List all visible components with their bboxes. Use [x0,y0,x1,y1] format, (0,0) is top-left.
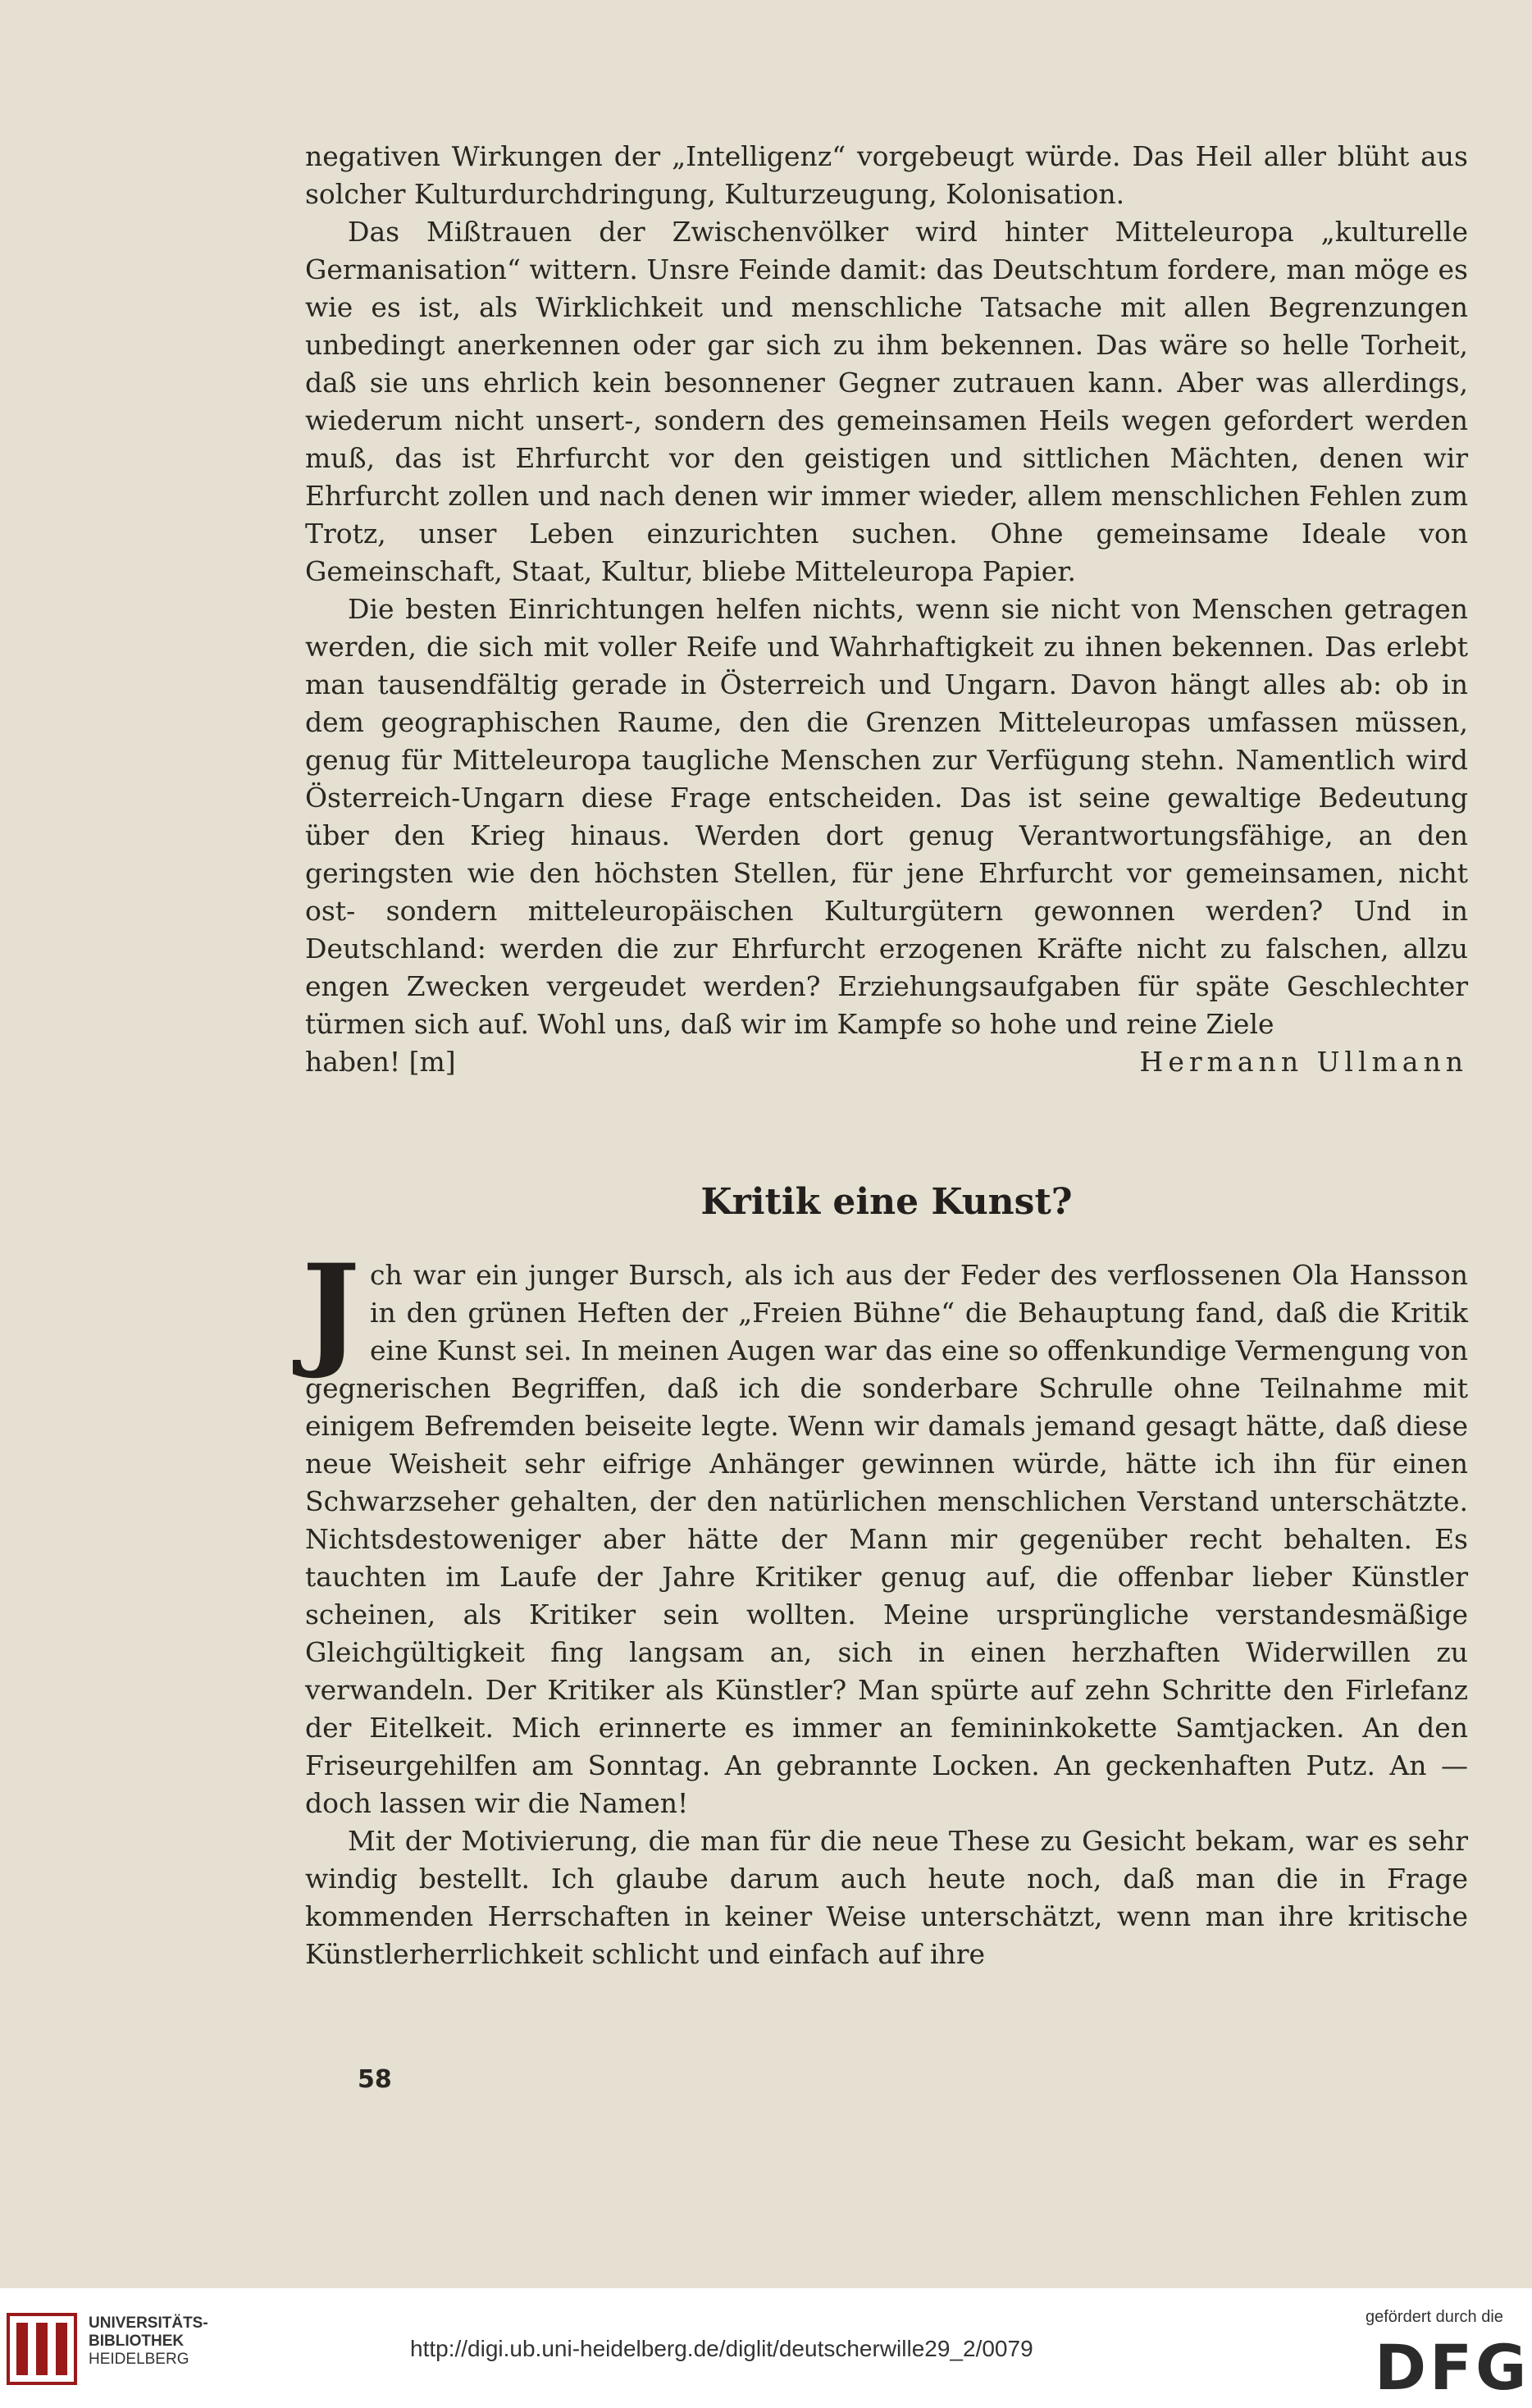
source-url-link[interactable]: http://digi.ub.uni-heidelberg.de/diglit/deutscherwille29_2/0079 [410,2336,1033,2361]
closing-line: haben! [m] [305,1046,456,1078]
author-signature: Hermann Ullmann [1139,1046,1468,1078]
article-heading: Kritik eine Kunst? [700,1181,1073,1223]
dfg-logo: DFG [1375,2331,1530,2404]
funding-note: gefördert durch die [1366,2308,1503,2326]
body-text-top [305,138,1468,1081]
paragraph: negativen Wirkungen der „Intelligenz“ vorgebeugt würde. Das Heil aller blüht aus solcher Kulturdurchdringung, Kulturzeugung, Kolonisation. [305,140,1468,210]
drop-cap: J [302,1238,360,1382]
footer-bar [0,2288,1532,2408]
library-name: UNIVERSITÄTS- BIBLIOTHEK HEIDELBERG [89,2315,208,2368]
paragraph: Die besten Einrichtungen helfen nichts, wenn sie nicht von Menschen getragen werden, die sich mit voller Reife und Wahrhaftigkeit zu ihnen bekennen. Das erlebt man tausendfältig gerade in Österreich und Ungarn. Davon hängt alles ab: ob in dem geographischen Raume, den die Grenzen Mitteleuropas umfassen müssen, genug für Mitteleuropa taugliche Menschen zur Verfügung stehn. Namentlich wird Österreich-Ungarn diese Frage entscheiden. Das ist seine gewaltige Bedeutung über den Krieg hinaus. Werden dort genug Verantwortungsfähige, an den geringsten wie den höchsten Stellen, für jene Ehrfurcht vor gemeinsamen, nicht ost- sondern mitteleuropäischen Kulturgütern gewonnen werden? Und in Deutschland: werden die zur Ehrfurcht erzogenen Kräfte nicht zu falschen, allzu engen Zwecken vergeudet werden? Erziehungsaufgaben für späte Geschlechter türmen sich auf. Wohl uns, daß wir im Kampfe so hohe und reine Ziele [305,593,1468,1040]
paragraph: ch war ein junger Bursch, als ich aus der Feder des verflossenen Ola Hansson in den grünen Heften der „Freien Bühne“ die Behauptung fand, daß die Kritik eine Kunst sei. In meinen Augen war das eine so offenkundige Vermengung von gegnerischen Begriffen, daß ich die sonderbare Schrulle ohne Teilnahme mit einigem Befremden beiseite legte. Wenn wir damals jemand gesagt hätte, daß diese neue Weisheit sehr eifrige Anhänger gewinnen würde, hätte ich ihn für einen Schwarzseher gehalten, der den natürlichen menschlichen Verstand unterschätzte. Nichtsdestoweniger aber hätte der Mann mir gegenüber recht behalten. Es tauchten im Laufe der Jahre Kritiker genug auf, die offenbar lieber Künstler scheinen, als Kritiker sein wollten. Meine ursprüngliche verstandesmäßige Gleichgültigkeit fing langsam an, sich in einen herzhaften Widerwillen zu verwandeln. Der Kritiker als Künstler? Man spürte auf zehn Schritte den Firlefanz der Eitelkeit. Mich erinnerte es immer an femininkokette Samtjacken. An den Friseurgehilfen am Sonntag. An gebrannte Locken. An geckenhaften Putz. An — doch lassen wir die Namen! [305,1259,1468,1819]
library-logo-icon [5,2308,79,2390]
body-text-bottom [302,1238,1468,1973]
signature-row [305,1043,1468,1081]
paragraph: Das Mißtrauen der Zwischenvölker wird hinter Mitteleuropa „kulturelle Germanisation“ wittern. Unsre Feinde damit: das Deutschtum fordere, man möge es wie es ist, als Wirklichkeit und menschliche Tatsache mit allen Begrenzungen unbedingt anerkennen oder gar sich zu ihm bekennen. Das wäre so helle Torheit, daß sie uns ehrlich kein besonnener Gegner zutrauen kann. Aber was allerdings, wiederum nicht unsert-, sondern des gemeinsamen Heils wegen gefordert werden muß, das ist Ehrfurcht vor den geistigen und sittlichen Mächten, denen wir Ehrfurcht zollen und nach denen wir immer wieder, allem menschlichen Fehlen zum Trotz, unser Leben einzurichten suchen. Ohne gemeinsame Ideale von Gemeinschaft, Staat, Kultur, bliebe Mitteleuropa Papier. [305,216,1468,587]
paragraph: Mit der Motivierung, die man für die neue These zu Gesicht bekam, war es sehr windig bestellt. Ich glaube darum auch heute noch, daß man die in Frage kommenden Herrschaften in keiner Weise unterschätzt, wenn man ihre kritische Künstlerherrlichkeit schlicht und einfach auf ihre [305,1825,1468,1970]
page-number: 58 [358,2065,392,2094]
